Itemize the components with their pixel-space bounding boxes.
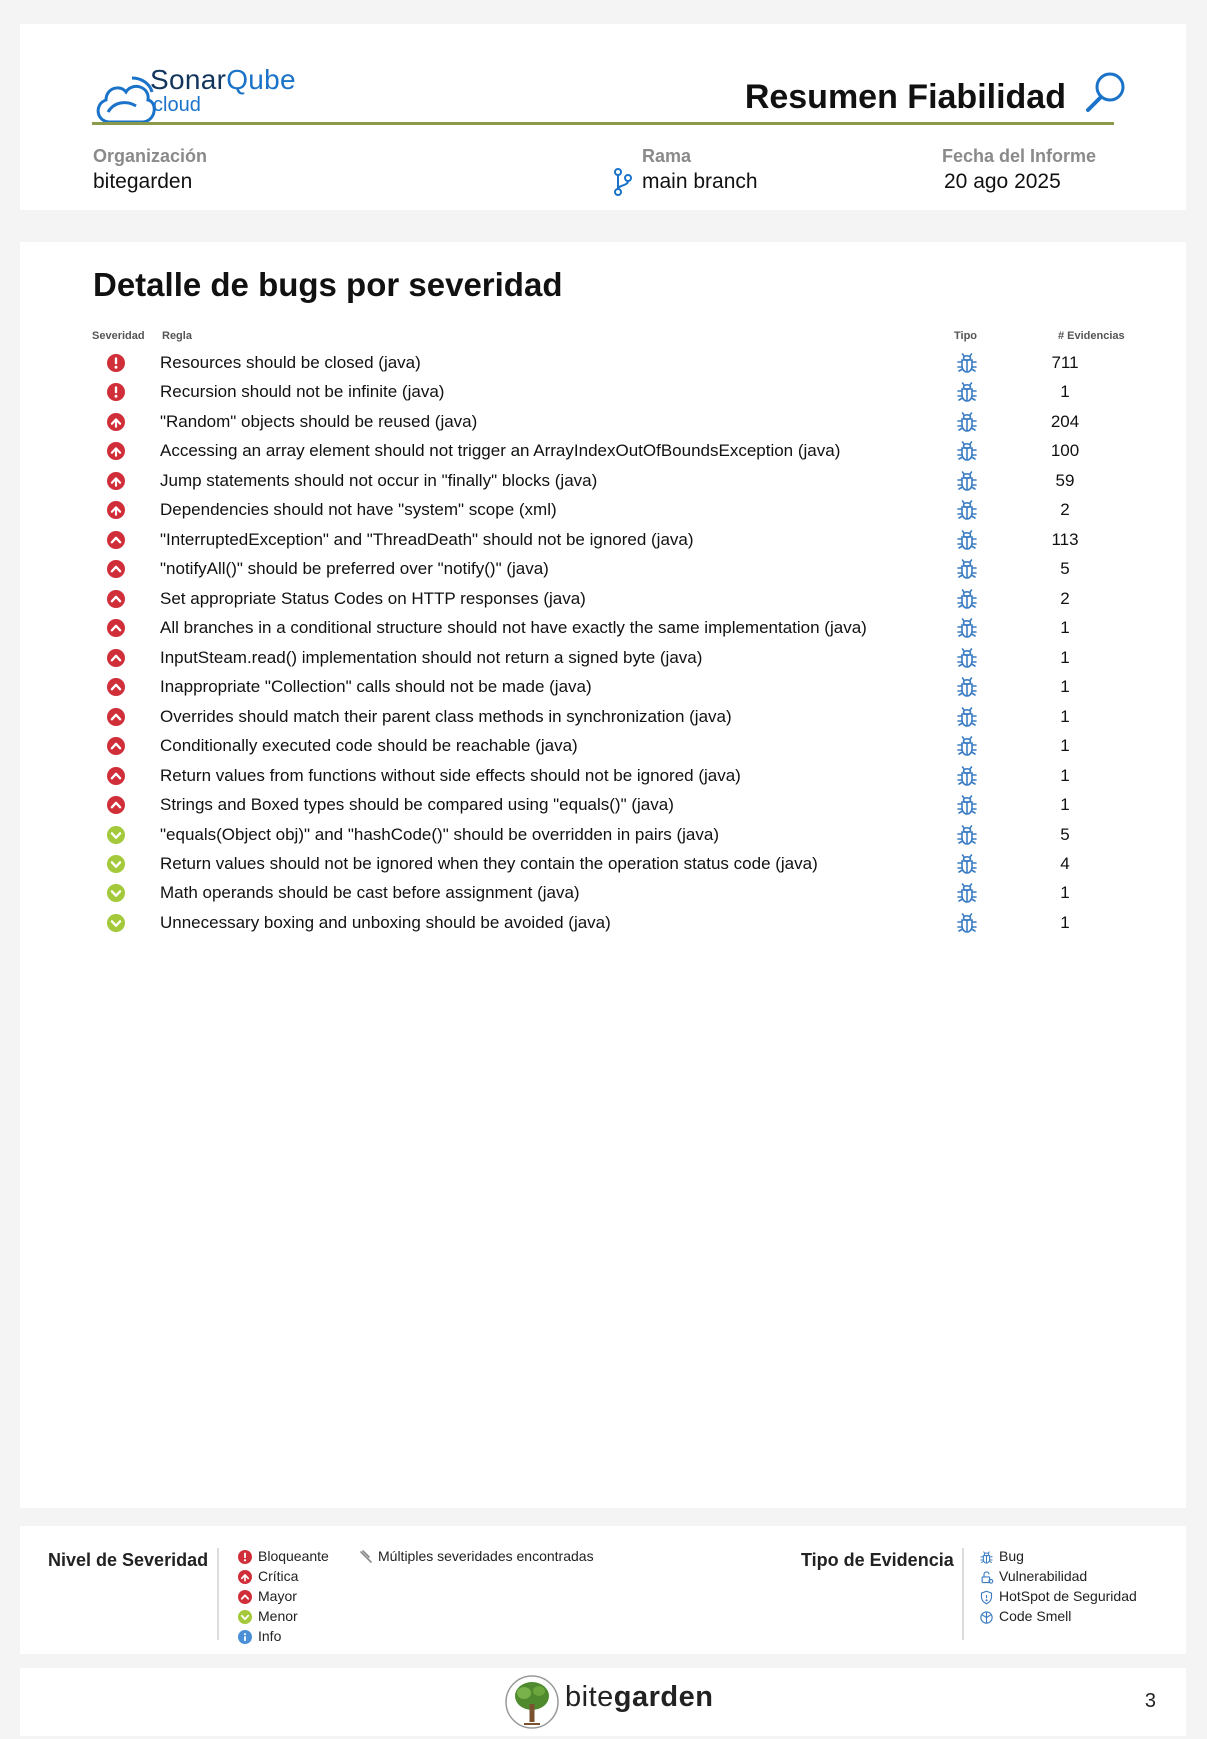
critical-severity-icon [107, 413, 125, 431]
legend-label: Bug [999, 1548, 1024, 1564]
evidence-count: 1 [1060, 706, 1070, 726]
logo-subtitle: cloud [153, 94, 201, 116]
rule-name: Return values from functions without side effects should not be ignored (java) [160, 765, 741, 785]
blocker-severity-icon [107, 383, 125, 401]
magnifier-icon [1084, 70, 1128, 114]
table-row [20, 554, 1186, 583]
critical-severity-icon [107, 501, 125, 519]
bitegarden-wordmark: bitegarden [565, 1681, 714, 1713]
major-severity-icon [107, 737, 125, 755]
rule-name: Return values should not be ignored when they contain the operation status code (java) [160, 853, 818, 873]
bug-icon [955, 557, 979, 581]
major-severity-icon [107, 619, 125, 637]
bug-icon [955, 764, 979, 788]
rule-name: Resources should be closed (java) [160, 353, 421, 372]
bug-icon [955, 911, 979, 935]
rule-name: "equals(Object obj)" and "hashCode()" should be overridden in pairs (java) [160, 824, 719, 844]
table-row [20, 731, 1186, 760]
multiple-severities-icon [358, 1549, 374, 1565]
type-legend-heading: Tipo de Evidencia [801, 1550, 954, 1570]
table-row [20, 908, 1186, 937]
bug-icon [955, 823, 979, 847]
bug-icon [955, 351, 979, 375]
branch-value: main branch [642, 170, 758, 193]
bug-icon [955, 410, 979, 434]
evidence-count: 5 [1060, 824, 1070, 844]
column-header-rule: Regla [162, 330, 192, 342]
report-title: Resumen Fiabilidad [744, 78, 1066, 116]
git-branch-icon [613, 168, 633, 196]
legend-label: Crítica [258, 1568, 299, 1584]
evidence-count: 1 [1060, 618, 1070, 638]
minor-severity-icon [107, 826, 125, 844]
legend-divider [217, 1548, 219, 1640]
legend-label: Bloqueante [258, 1548, 329, 1564]
evidence-count: 5 [1060, 559, 1070, 579]
rule-name: Math operands should be cast before assignment (java) [160, 883, 580, 903]
minor-severity-icon [107, 914, 125, 932]
major-severity-icon [107, 531, 125, 549]
bug-icon [955, 587, 979, 611]
rule-name: Accessing an array element should not trigger an ArrayIndexOutOfBoundsException (java) [160, 441, 841, 461]
table-row [20, 820, 1186, 849]
blocker-severity-icon [107, 354, 125, 372]
major-severity-icon [107, 649, 125, 667]
bug-icon [955, 469, 979, 493]
legend-label: HotSpot de Seguridad [999, 1588, 1137, 1604]
evidence-count: 1 [1060, 795, 1070, 815]
evidence-count: 2 [1060, 588, 1070, 608]
rule-name: Dependencies should not have "system" scope (xml) [160, 500, 557, 520]
organization-value: bitegarden [93, 170, 193, 193]
rule-name: All branches in a conditional structure should not have exactly the same implementation (java) [160, 618, 867, 638]
table-row [20, 377, 1186, 406]
legend-label: Code Smell [999, 1608, 1072, 1624]
table-row [20, 613, 1186, 642]
legend-divider [962, 1548, 964, 1640]
rule-name: Strings and Boxed types should be compared using "equals()" (java) [160, 795, 674, 815]
table-row [20, 878, 1186, 907]
rule-name: Set appropriate Status Codes on HTTP responses (java) [160, 588, 586, 608]
bug-icon [955, 734, 979, 758]
major-severity-icon [107, 560, 125, 578]
report-header [20, 24, 1186, 210]
major-severity-icon [107, 796, 125, 814]
major-severity-icon [107, 767, 125, 785]
report-date-value: 20 ago 2025 [944, 170, 1061, 193]
bug-icon [955, 881, 979, 905]
table-row [20, 672, 1186, 701]
severity-legend-heading: Nivel de Severidad [48, 1550, 209, 1570]
bug-icon [955, 380, 979, 404]
table-row [20, 495, 1186, 524]
rule-name: "notifyAll()" should be preferred over "notify()" (java) [160, 559, 549, 579]
evidence-count: 1 [1060, 736, 1070, 756]
bug-icon [955, 498, 979, 522]
header-divider [92, 122, 1114, 125]
report-date-label: Fecha del Informe [942, 146, 1097, 166]
legend-label: Vulnerabilidad [999, 1568, 1088, 1584]
evidence-count: 204 [1050, 411, 1080, 431]
evidence-count: 1 [1060, 765, 1070, 785]
table-row [20, 643, 1186, 672]
table-row [20, 790, 1186, 819]
bug-icon [955, 852, 979, 876]
evidence-count: 1 [1060, 883, 1070, 903]
evidence-count: 113 [1051, 529, 1079, 549]
table-row [20, 584, 1186, 613]
rule-name: "InterruptedException" and "ThreadDeath" should not be ignored (java) [160, 529, 694, 549]
logo-wordmark: SonarQube [150, 64, 296, 95]
rule-name: Conditionally executed code should be reachable (java) [160, 736, 578, 756]
bug-icon [955, 616, 979, 640]
table-row [20, 407, 1186, 436]
bugs-by-severity-section [20, 242, 1186, 1508]
table-row [20, 702, 1186, 731]
major-severity-icon [107, 678, 125, 696]
organization-label: Organización [93, 146, 208, 166]
bug-icon [955, 528, 979, 552]
table-row [20, 436, 1186, 465]
table-row [20, 348, 1186, 377]
column-header-severity: Severidad [92, 330, 145, 342]
bug-icon [955, 646, 979, 670]
evidence-count: 59 [1055, 470, 1075, 490]
table-row [20, 466, 1186, 495]
rule-name: Jump statements should not occur in "finally" blocks (java) [160, 470, 598, 490]
rule-name: Unnecessary boxing and unboxing should be avoided (java) [160, 912, 611, 932]
evidence-count: 2 [1060, 500, 1070, 520]
evidence-count: 1 [1060, 677, 1070, 697]
legend-label: Info [258, 1628, 282, 1644]
major-severity-icon [107, 590, 125, 608]
minor-severity-icon [107, 884, 125, 902]
section-title: Detalle de bugs por severidad [93, 266, 563, 303]
evidence-count: 711 [1051, 353, 1079, 372]
report-footer [20, 1668, 1186, 1736]
critical-severity-icon [107, 472, 125, 490]
evidence-count: 100 [1050, 441, 1080, 461]
legend: Nivel de Severidad Bloqueante Crítica Mayor Menor Info Múltiples severidades encontradas Tipo de Evidencia Bug Vulnerabilidad HotSpot de Seguridad Code Smell [20, 1526, 1186, 1654]
bug-icon [955, 439, 979, 463]
table-row [20, 525, 1186, 554]
column-header-evidences: # Evidencias [1058, 330, 1125, 342]
major-severity-icon [107, 708, 125, 726]
rule-name: InputSteam.read() implementation should not return a signed byte (java) [160, 647, 703, 667]
column-header-type: Tipo [954, 330, 978, 342]
branch-label: Rama [642, 146, 692, 166]
rule-name: Inappropriate "Collection" calls should not be made (java) [160, 677, 592, 697]
bitegarden-tree-logo-icon [504, 1674, 560, 1730]
evidence-count: 1 [1060, 912, 1070, 932]
rule-name: "Random" objects should be reused (java) [160, 411, 478, 431]
legend-label: Menor [258, 1608, 298, 1624]
evidence-count: 4 [1060, 853, 1070, 873]
table-row [20, 849, 1186, 878]
bug-icon [955, 793, 979, 817]
bug-icon [955, 705, 979, 729]
minor-severity-icon [107, 855, 125, 873]
critical-severity-icon [107, 442, 125, 460]
rule-name: Recursion should not be infinite (java) [160, 382, 445, 402]
evidence-count: 1 [1060, 382, 1070, 402]
page-number: 3 [1144, 1690, 1156, 1712]
bug-icon [955, 675, 979, 699]
evidence-count: 1 [1060, 647, 1070, 667]
legend-label: Mayor [258, 1588, 297, 1604]
rule-name: Overrides should match their parent class methods in synchronization (java) [160, 706, 732, 726]
table-row [20, 761, 1186, 790]
